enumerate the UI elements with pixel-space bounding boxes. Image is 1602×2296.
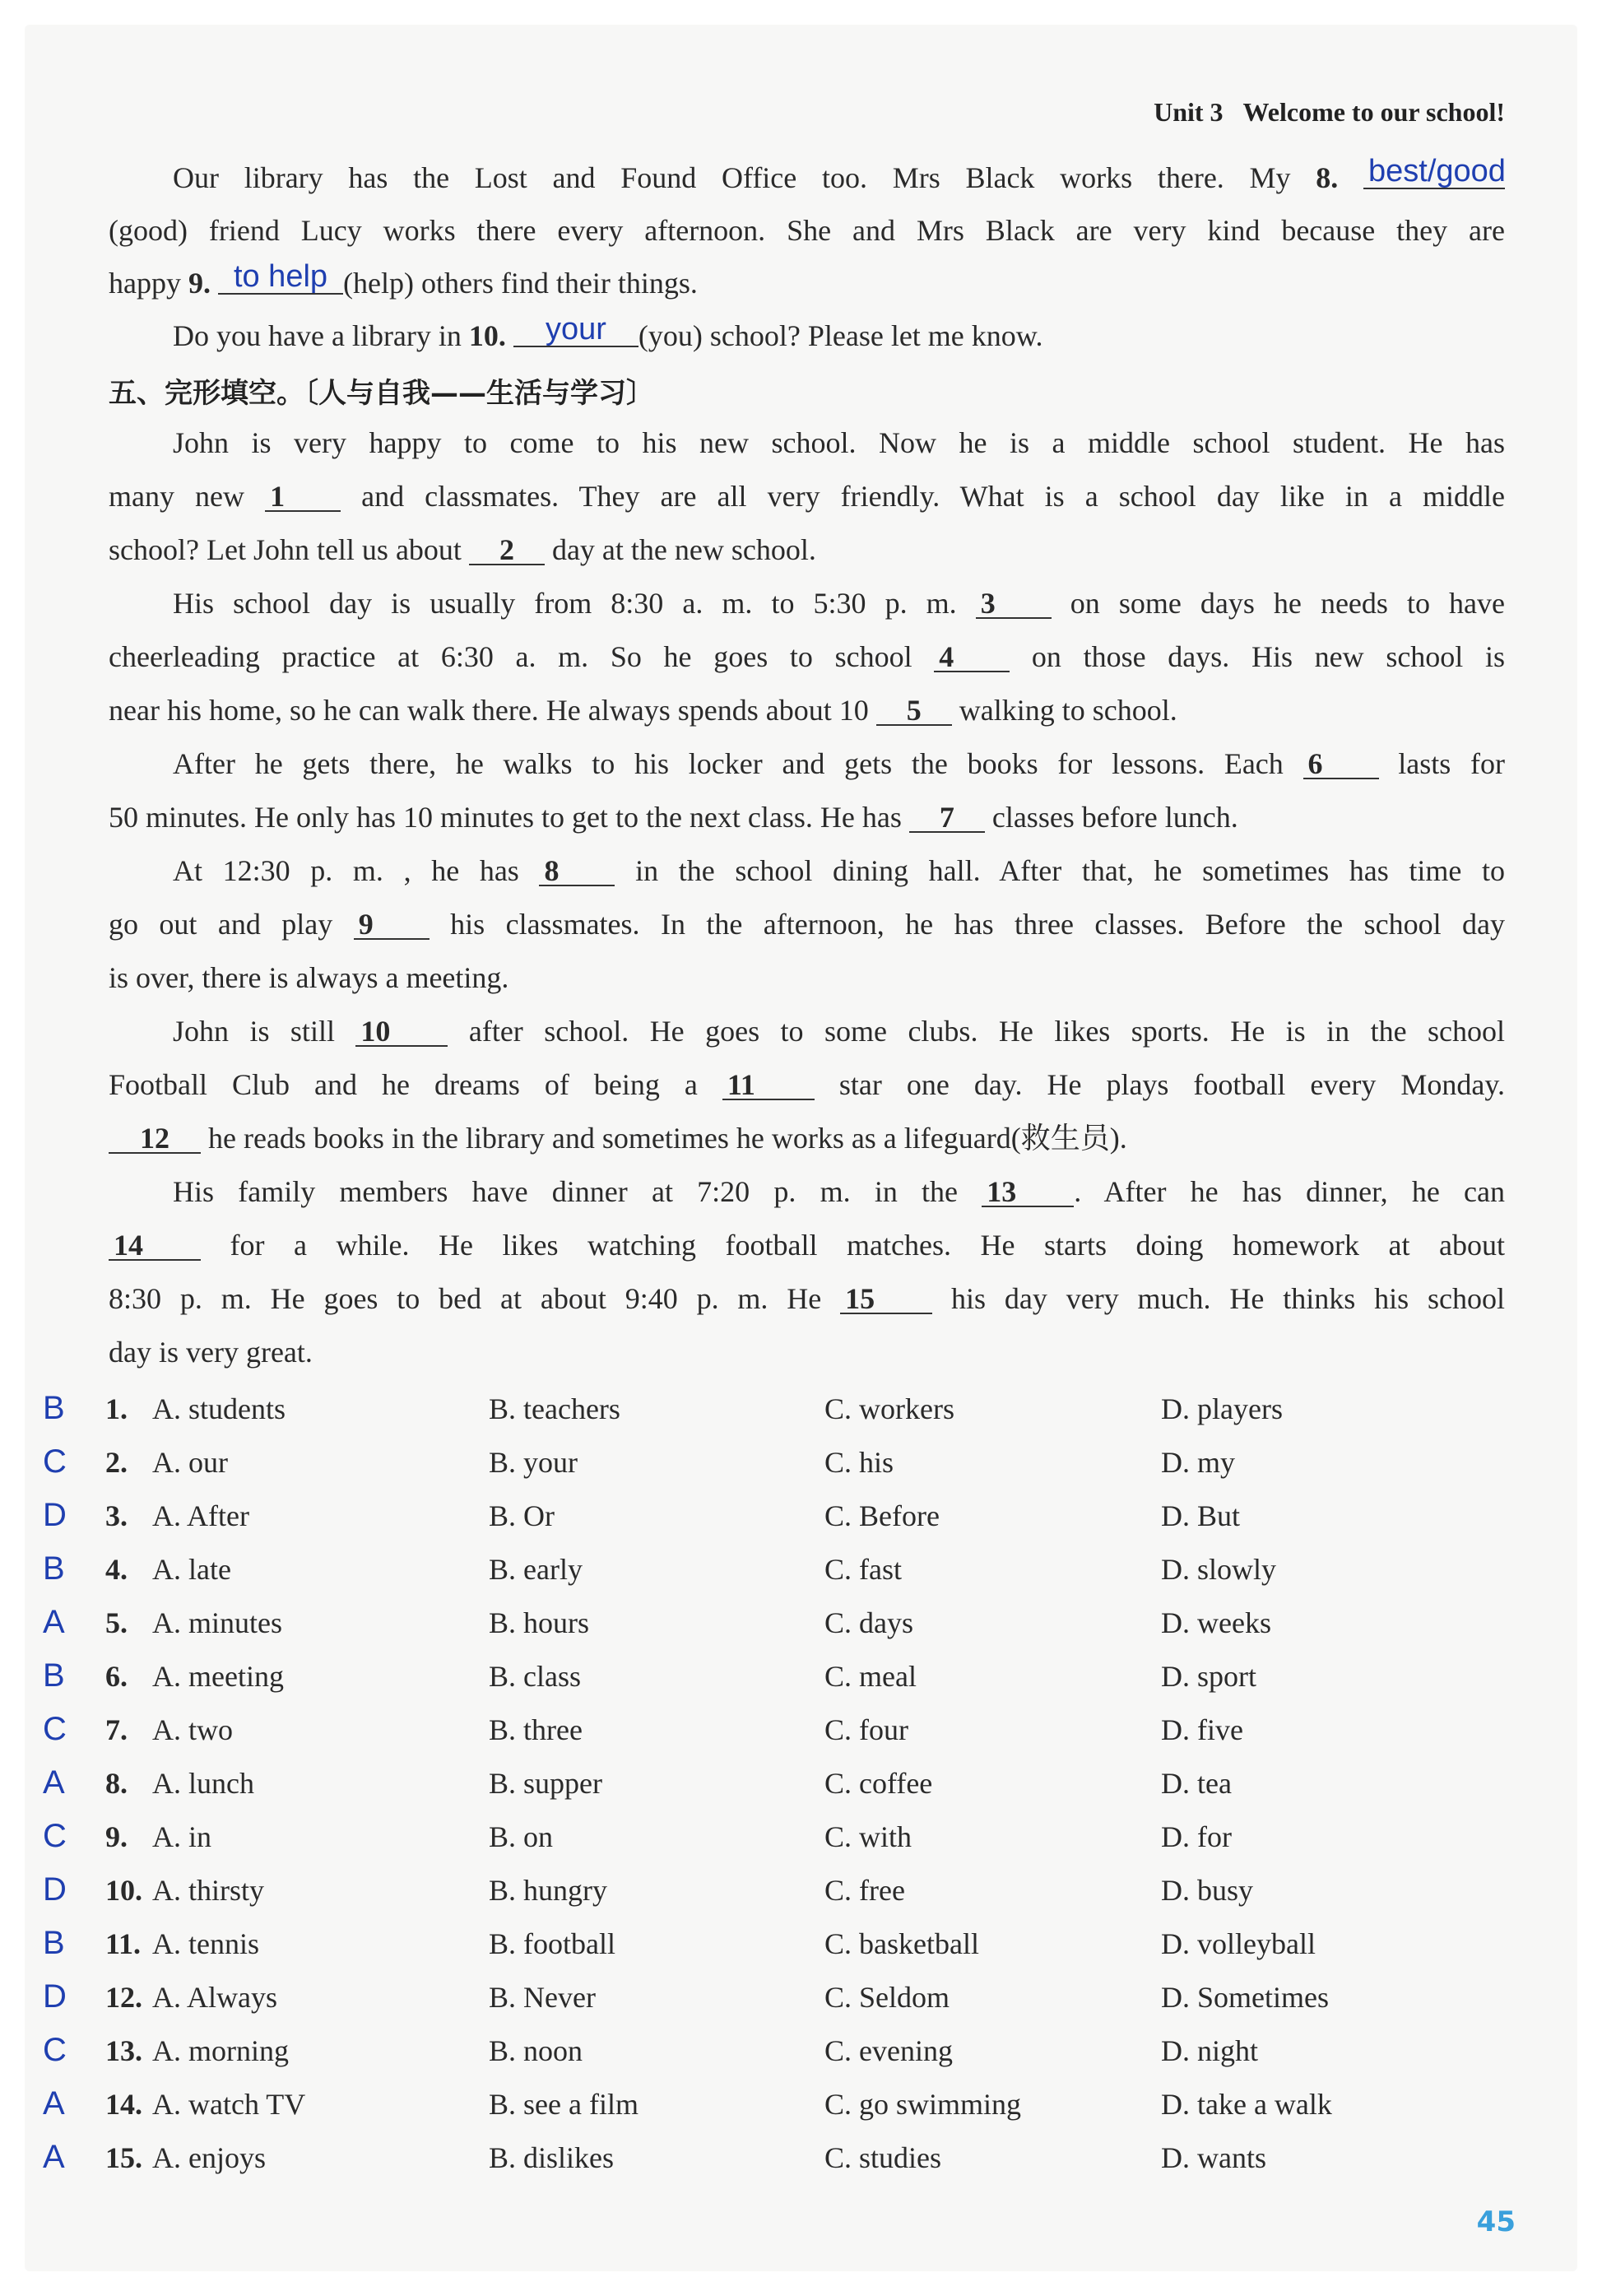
option-c[interactable]: C. free — [824, 1874, 905, 1907]
question-number: 9. — [188, 267, 211, 300]
option-d[interactable]: D. volleyball — [1161, 1927, 1316, 1960]
passage-line: (good) friend Lucy works there every afternoon. She and Mrs Black are very kind because they are — [109, 214, 1505, 247]
cloze-line: His school day is usually from 8:30 a. m. to 5:30 p. m. 3 on some days he needs to have — [173, 587, 1505, 620]
option-row — [0, 1761, 1602, 1810]
option-a[interactable]: A. lunch — [152, 1767, 254, 1800]
option-a[interactable]: A. our — [152, 1446, 228, 1479]
cloze-blank-9[interactable]: 9 — [354, 910, 430, 940]
option-b[interactable]: B. three — [489, 1713, 583, 1746]
cloze-line: cheerleading practice at 6:30 a. m. So he goes to school 4 on those days. His new school is — [109, 640, 1505, 673]
option-a[interactable]: A. tennis — [152, 1927, 259, 1960]
option-c[interactable]: C. his — [824, 1446, 894, 1479]
option-row — [0, 2082, 1602, 2131]
option-b[interactable]: B. football — [489, 1927, 615, 1960]
cloze-line: John is still 10 after school. He goes to some clubs. He likes sports. He is in the school — [173, 1015, 1506, 1048]
cloze-blank-15[interactable]: 15 — [840, 1285, 932, 1314]
cloze-line: 14 for a while. He likes watching football matches. He starts doing homework at about — [109, 1229, 1505, 1262]
option-d[interactable]: D. players — [1161, 1392, 1283, 1425]
option-b[interactable]: B. early — [489, 1553, 583, 1586]
handwritten-answer: A — [43, 1604, 65, 1640]
answer-blank-8[interactable]: best/good — [1363, 155, 1505, 189]
passage-line: Do you have a library in 10. your (you) school? Please let me know. — [173, 312, 1043, 352]
option-d[interactable]: D. weeks — [1161, 1606, 1271, 1639]
question-number: 8. — [1316, 161, 1339, 194]
handwritten-answer: C — [43, 1711, 67, 1747]
option-b[interactable]: B. see a film — [489, 2088, 638, 2121]
cloze-blank-11[interactable]: 11 — [722, 1071, 815, 1100]
option-b[interactable]: B. hours — [489, 1606, 590, 1639]
cloze-line: near his home, so he can walk there. He always spends about 10 5 walking to school. — [109, 694, 1177, 727]
option-b[interactable]: B. supper — [489, 1767, 602, 1800]
option-row — [0, 1654, 1602, 1703]
option-c[interactable]: C. four — [824, 1713, 908, 1746]
handwritten-answer: C — [43, 1443, 67, 1480]
option-a[interactable]: A. thirsty — [152, 1874, 265, 1907]
cloze-blank-14[interactable]: 14 — [109, 1231, 201, 1261]
option-row — [0, 1815, 1602, 1864]
question-number: 3. — [105, 1499, 128, 1532]
option-d[interactable]: D. my — [1161, 1446, 1235, 1479]
option-b[interactable]: B. class — [489, 1660, 581, 1693]
option-a[interactable]: A. late — [152, 1553, 231, 1586]
option-c[interactable]: C. with — [824, 1820, 912, 1853]
question-number: 6. — [105, 1660, 128, 1693]
cloze-line: His family members have dinner at 7:20 p. m. in the 13 . After he has dinner, he can — [173, 1175, 1505, 1208]
option-row — [0, 1601, 1602, 1650]
cloze-blank-7[interactable]: 7 — [909, 803, 985, 833]
option-row — [0, 2029, 1602, 2078]
answer-blank-10[interactable]: your — [513, 313, 638, 347]
cloze-blank-2[interactable]: 2 — [469, 536, 545, 565]
option-d[interactable]: D. wants — [1161, 2141, 1266, 2174]
passage-line: Our library has the Lost and Found Office too. Mrs Black works there. My 8. best/good — [173, 154, 1506, 194]
option-a[interactable]: A. two — [152, 1713, 233, 1746]
question-number: 4. — [105, 1553, 128, 1586]
option-b[interactable]: B. on — [489, 1820, 554, 1853]
question-number: 7. — [105, 1713, 128, 1746]
cloze-line: go out and play 9 his classmates. In the afternoon, he has three classes. Before the school day — [109, 908, 1505, 941]
question-number: 10. — [468, 319, 506, 352]
option-a[interactable]: A. in — [152, 1820, 211, 1853]
option-c[interactable]: C. coffee — [824, 1767, 933, 1800]
option-c[interactable]: C. fast — [824, 1553, 902, 1586]
unit-title: Welcome to our school! — [1242, 97, 1505, 127]
option-b[interactable]: B. dislikes — [489, 2141, 615, 2174]
cloze-line: John is very happy to come to his new school. Now he is a middle school student. He has — [173, 426, 1505, 459]
option-b[interactable]: B. hungry — [489, 1874, 607, 1907]
option-a[interactable]: A. minutes — [152, 1606, 282, 1639]
option-c[interactable]: C. go swimming — [824, 2088, 1022, 2121]
option-row — [0, 1708, 1602, 1757]
question-number: 2. — [105, 1446, 128, 1479]
option-a[interactable]: A. students — [152, 1392, 286, 1425]
option-d[interactable]: D. Sometimes — [1161, 1981, 1329, 2014]
cloze-blank-12[interactable]: 12 — [109, 1124, 201, 1154]
handwritten-answer: B — [43, 1657, 65, 1694]
handwritten-answer: B — [43, 1925, 65, 1961]
cloze-line: day is very great. — [109, 1336, 313, 1369]
option-b[interactable]: B. Or — [489, 1499, 555, 1532]
option-d[interactable]: D. busy — [1161, 1874, 1254, 1907]
handwritten-answer: B — [43, 1550, 65, 1587]
question-number: 10. — [105, 1874, 142, 1907]
cloze-blank-4[interactable]: 4 — [934, 643, 1010, 672]
answer-blank-9[interactable]: to help — [218, 260, 343, 295]
section-title: 五、完形填空。〔人与自我——生活与学习〕 — [109, 377, 654, 410]
handwritten-answer: B — [43, 1390, 65, 1426]
cloze-blank-13[interactable]: 13 — [982, 1178, 1074, 1207]
question-number: 5. — [105, 1606, 128, 1639]
option-d[interactable]: D. night — [1161, 2034, 1259, 2067]
cloze-blank-1[interactable]: 1 — [265, 482, 341, 512]
question-number: 13. — [105, 2034, 142, 2067]
question-number: 15. — [105, 2141, 142, 2174]
cloze-line: school? Let John tell us about 2 day at the new school. — [109, 533, 816, 566]
cloze-blank-5[interactable]: 5 — [876, 696, 952, 726]
handwritten-answer: A — [43, 2085, 65, 2122]
cloze-line: At 12:30 p. m. , he has 8 in the school dining hall. After that, he sometimes has time to — [173, 854, 1505, 887]
cloze-line: is over, there is always a meeting. — [109, 961, 509, 994]
question-number: 8. — [105, 1767, 128, 1800]
cloze-line: Football Club and he dreams of being a 11 star one day. He plays football every Monday. — [109, 1068, 1505, 1101]
option-b[interactable]: B. teachers — [489, 1392, 620, 1425]
handwritten-answer: C — [43, 1818, 67, 1854]
page-number: 45 — [1476, 2205, 1516, 2238]
unit-header — [1154, 97, 1505, 128]
cloze-blank-8[interactable]: 8 — [539, 857, 615, 886]
option-a[interactable]: A. After — [152, 1499, 249, 1532]
question-number: 14. — [105, 2088, 142, 2121]
passage-line: happy 9. to help (help) others find their things. — [109, 259, 698, 300]
option-c[interactable]: C. days — [824, 1606, 913, 1639]
cloze-blank-10[interactable]: 10 — [355, 1017, 448, 1047]
option-row — [0, 1440, 1602, 1490]
handwritten-answer: D — [43, 1871, 67, 1908]
option-a[interactable]: A. morning — [152, 2034, 289, 2067]
option-c[interactable]: C. studies — [824, 2141, 942, 2174]
option-a[interactable]: A. Always — [152, 1981, 277, 2014]
handwritten-answer: A — [43, 1764, 65, 1801]
option-c[interactable]: C. Before — [824, 1499, 940, 1532]
option-row — [0, 1868, 1602, 1917]
option-c[interactable]: C. meal — [824, 1660, 917, 1693]
option-a[interactable]: A. watch TV — [152, 2088, 306, 2121]
option-b[interactable]: B. your — [489, 1446, 578, 1479]
option-row — [0, 2136, 1602, 2185]
option-b[interactable]: B. noon — [489, 2034, 583, 2067]
handwritten-answer: A — [43, 2139, 65, 2175]
cloze-line: 50 minutes. He only has 10 minutes to get to the next class. He has 7 classes before lunch. — [109, 801, 1238, 834]
cloze-line: many new 1 and classmates. They are all very friendly. What is a school day like in a middle — [109, 480, 1505, 513]
question-number: 11. — [105, 1927, 142, 1960]
option-c[interactable]: C. Seldom — [824, 1981, 950, 2014]
option-c[interactable]: C. basketball — [824, 1927, 979, 1960]
option-row — [0, 1922, 1602, 1971]
option-d[interactable]: D. five — [1161, 1713, 1243, 1746]
cloze-blank-3[interactable]: 3 — [976, 589, 1052, 619]
handwritten-answer: C — [43, 2032, 67, 2068]
option-row — [0, 1975, 1602, 2024]
question-number: 9. — [105, 1820, 128, 1853]
option-c[interactable]: C. evening — [824, 2034, 953, 2067]
option-c[interactable]: C. workers — [824, 1392, 954, 1425]
cloze-blank-6[interactable]: 6 — [1303, 750, 1379, 779]
handwritten-answer: D — [43, 1978, 67, 2015]
question-number: 1. — [105, 1392, 128, 1425]
option-d[interactable]: D. tea — [1161, 1767, 1232, 1800]
question-number: 12. — [105, 1981, 142, 2014]
option-b[interactable]: B. Never — [489, 1981, 596, 2014]
option-row — [0, 1387, 1602, 1436]
handwritten-answer: D — [43, 1497, 67, 1533]
cloze-line: 12 he reads books in the library and sometimes he works as a lifeguard(救生员). — [109, 1122, 1127, 1155]
option-d[interactable]: D. But — [1161, 1499, 1241, 1532]
option-a[interactable]: A. enjoys — [152, 2141, 266, 2174]
option-a[interactable]: A. meeting — [152, 1660, 284, 1693]
option-d[interactable]: D. for — [1161, 1820, 1232, 1853]
unit-label: Unit 3 — [1154, 97, 1224, 127]
cloze-line: 8:30 p. m. He goes to bed at about 9:40 p. m. He 15 his day very much. He thinks his school — [109, 1282, 1505, 1315]
option-d[interactable]: D. slowly — [1161, 1553, 1277, 1586]
option-d[interactable]: D. sport — [1161, 1660, 1256, 1693]
cloze-line: After he gets there, he walks to his locker and gets the books for lessons. Each 6 lasts for — [173, 747, 1505, 780]
option-row — [0, 1547, 1602, 1597]
option-d[interactable]: D. take a walk — [1161, 2088, 1332, 2121]
option-row — [0, 1494, 1602, 1543]
